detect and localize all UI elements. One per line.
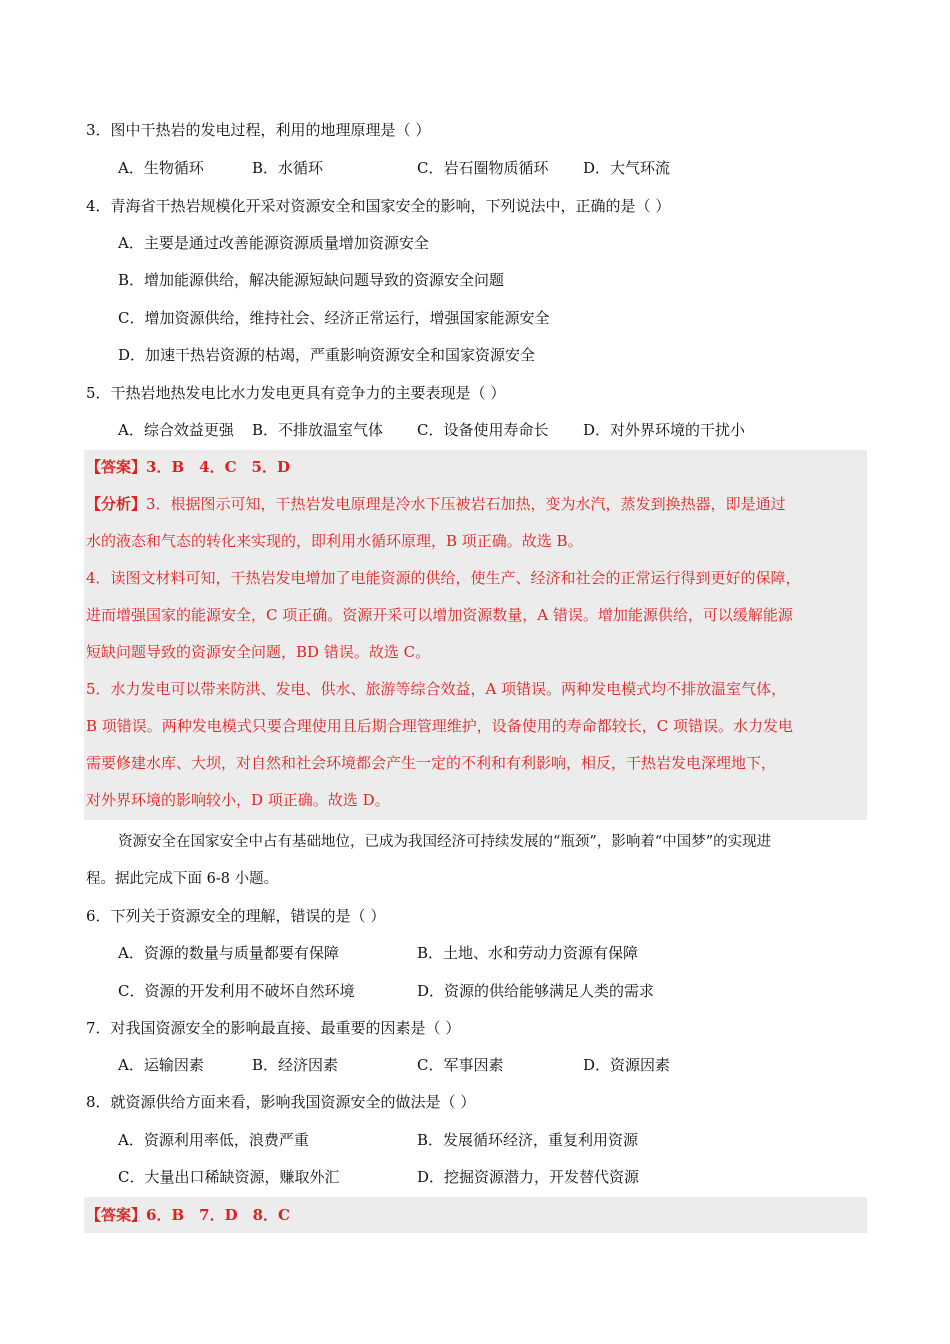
q7-option-d: D．资源因素 xyxy=(583,1056,671,1074)
analysis-paragraph xyxy=(86,486,866,819)
q5-option-d: D．对外界环境的干扰小 xyxy=(583,421,746,439)
q4-option-d: D．加速干热岩资源的枯竭，严重影响资源安全和国家资源安全 xyxy=(118,346,536,364)
answer-label: 【答案】 xyxy=(86,458,147,476)
intro-line: 资源安全在国家安全中占有基础地位，已成为我国经济可持续发展的“瓶颈”，影响着“中国梦”的实现进 xyxy=(118,834,772,850)
q3-option-c: C．岩石圈物质循环 xyxy=(417,159,549,177)
q4-stem: 4．青海省干热岩规模化开采对资源安全和国家安全的影响，下列说法中，正确的是（ ） xyxy=(86,197,671,215)
intro-line: 程。据此完成下面 6-8 小题。 xyxy=(86,871,279,887)
q5-option-b: B．不排放温室气体 xyxy=(252,421,384,439)
analysis-label: 【分析】 xyxy=(86,495,147,513)
q6-option-b: B．土地、水和劳动力资源有保障 xyxy=(417,944,639,962)
answer-label: 【答案】 xyxy=(86,1206,147,1224)
q3-option-a: A．生物循环 xyxy=(118,159,204,177)
q5-option-a: A．综合效益更强 xyxy=(118,421,234,439)
q5-stem: 5．干热岩地热发电比水力发电更具有竞争力的主要表现是（ ） xyxy=(86,384,506,402)
q3-option-d: D．大气环流 xyxy=(583,159,671,177)
q8-option-d: D．挖掘资源潜力，开发替代资源 xyxy=(417,1168,640,1186)
q6-option-d: D．资源的供给能够满足人类的需求 xyxy=(417,982,655,1000)
q3-stem: 3．图中干热岩的发电过程，利用的地理原理是（ ） xyxy=(86,121,431,139)
q7-option-a: A．运输因素 xyxy=(118,1056,204,1074)
analysis-line: 短缺问题导致的资源安全问题，BD 错误。故选 C。 xyxy=(86,643,431,661)
answer-text: 3．B 4．C 5．D xyxy=(146,458,290,476)
q6-stem: 6．下列关于资源安全的理解，错误的是（ ） xyxy=(86,907,386,925)
q8-option-c: C．大量出口稀缺资源，赚取外汇 xyxy=(118,1168,340,1186)
q4-option-b: B．增加能源供给，解决能源短缺问题导致的资源安全问题 xyxy=(118,271,505,289)
q8-stem: 8．就资源供给方面来看，影响我国资源安全的做法是（ ） xyxy=(86,1093,476,1111)
analysis-line: 对外界环境的影响较小，D 项正确。故选 D。 xyxy=(86,791,390,809)
analysis-line: 4．读图文材料可知，干热岩发电增加了电能资源的供给，使生产、经济和社会的正常运行得到更好的保障， xyxy=(86,569,801,587)
q4-option-a: A．主要是通过改善能源资源质量增加资源安全 xyxy=(118,234,429,252)
q6-option-a: A．资源的数量与质量都要有保障 xyxy=(118,944,339,962)
answer-1 xyxy=(86,456,290,478)
analysis-line: 3．根据图示可知，干热岩发电原理是冷水下压被岩石加热，变为水汽，蒸发到换热器，即是通过 xyxy=(146,495,786,513)
q6-option-c: C．资源的开发利用不破坏自然环境 xyxy=(118,982,355,1000)
analysis-line: B 项错误。两种发电模式只要合理使用且后期合理管理维护，设备使用的寿命都较长，C 项错误。水力发电 xyxy=(86,717,794,735)
answer-text: 6．B 7．D 8．C xyxy=(146,1206,290,1224)
q5-option-c: C．设备使用寿命长 xyxy=(417,421,549,439)
analysis-line: 水的液态和气态的转化来实现的，即利用水循环原理，B 项正确。故选 B。 xyxy=(86,532,583,550)
q7-option-c: C．军事因素 xyxy=(417,1056,504,1074)
q3-option-b: B．水循环 xyxy=(252,159,324,177)
q4-option-c: C．增加资源供给，维持社会、经济正常运行，增强国家能源安全 xyxy=(118,309,550,327)
analysis-line: 需要修建水库、大坝，对自然和社会环境都会产生一定的不利和有利影响，相反，干热岩发电深埋地下， xyxy=(86,754,777,772)
analysis-line: 5．水力发电可以带来防洪、发电、供水、旅游等综合效益，A 项错误。两种发电模式均不排放温室气体， xyxy=(86,680,787,698)
analysis-line: 进而增强国家的能源安全，C 项正确。资源开采可以增加资源数量，A 错误。增加能源供给，可以缓解能源 xyxy=(86,606,793,624)
q7-option-b: B．经济因素 xyxy=(252,1056,339,1074)
answer-2 xyxy=(86,1204,290,1226)
q8-option-b: B．发展循环经济，重复利用资源 xyxy=(417,1131,639,1149)
q8-option-a: A．资源利用率低，浪费严重 xyxy=(118,1131,309,1149)
q7-stem: 7．对我国资源安全的影响最直接、最重要的因素是（ ） xyxy=(86,1019,461,1037)
